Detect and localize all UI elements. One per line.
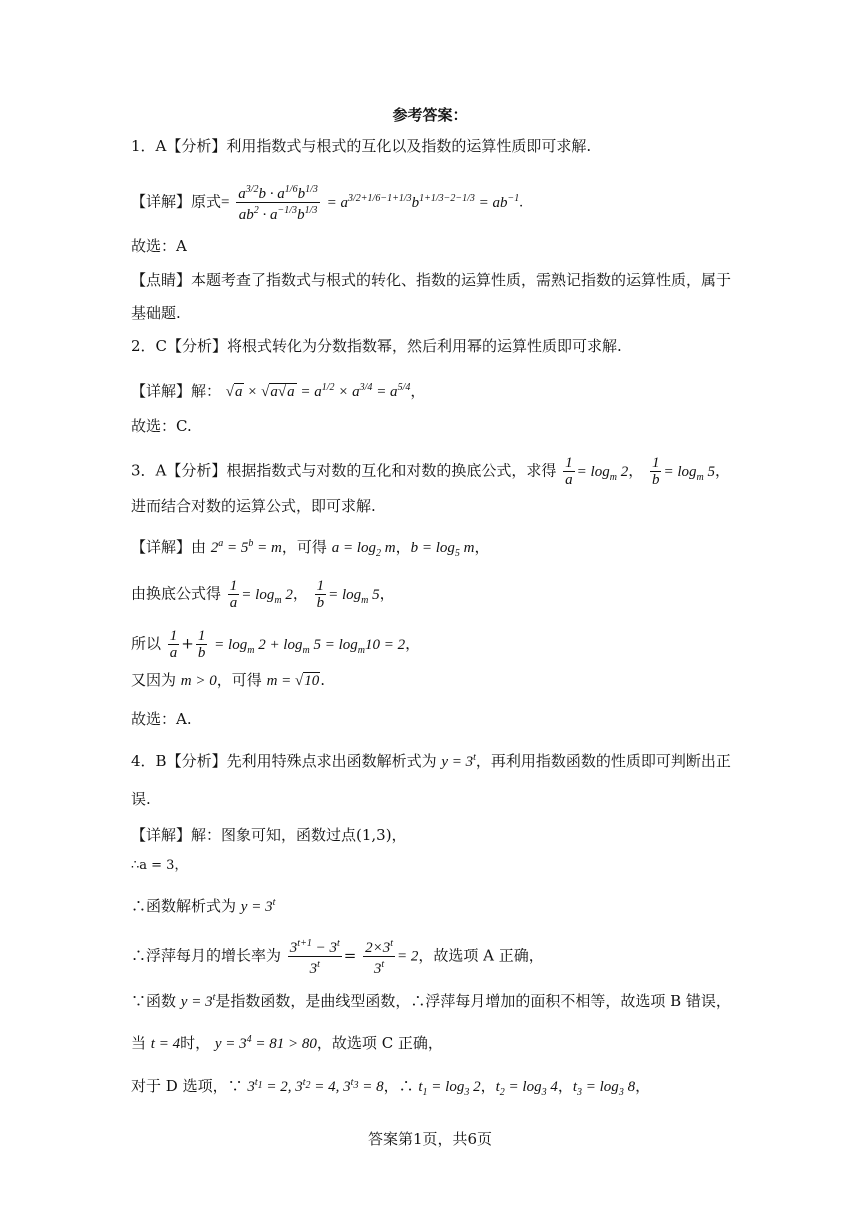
q3-detail-1-text-b: ，可得 xyxy=(281,538,327,556)
q1-detail: 【详解】原式= $\frac{a^{3/2}b \cdot a^{1/6}b^{1/3}}{ab^2 \cdot a^{-1/3}b^{1/3}}$ = $a^{3/2+1/6-1+1/3}b^{1+1/3-2-1/3} = ab^{-1}$. xyxy=(131,184,524,223)
q4-detail-5: ∵函数 $y = 3^t$是指数函数，是曲线型函数，∴浮萍每月增加的面积不相等，故选项 B 错误， xyxy=(131,992,731,1010)
q2-analysis: 2．C【分析】将根式转化为分数指数幂，然后利用幂的运算性质即可求解. xyxy=(131,337,622,355)
q1-analysis: 1．A【分析】利用指数式与根式的互化以及指数的运算性质即可求解. xyxy=(131,137,592,155)
q4-detail-4-text-a: ∴浮萍每月的增长率为 xyxy=(131,946,282,965)
q4-analysis-text-b: ，再利用指数函数的性质即可判断出正 xyxy=(475,752,731,770)
q3-detail-1: 【详解】由 $2^a = 5^b = m$，可得 $a = \log_2 m$，$b = \log_5 m$， xyxy=(131,538,490,559)
q3-detail-3-text: 所以 xyxy=(131,634,162,653)
q3-detail-2-text: 由换底公式得 xyxy=(131,584,222,603)
q4-detail-1: 【详解】解：图象可知，函数过点(1,3)， xyxy=(131,826,407,844)
q3-choice: 故选：A. xyxy=(131,710,192,728)
q4-detail-3-text: ∴函数解析式为 xyxy=(131,897,237,915)
page-footer: 答案第1页，共6页 xyxy=(367,1130,493,1148)
q3-detail-4: 又因为 m > 0，可得 m = √10. xyxy=(131,671,326,689)
q4-analysis-2: 误. xyxy=(131,790,151,808)
q4-detail-5-text-a: ∵函数 xyxy=(131,992,177,1010)
q4-analysis-text-a: 4．B【分析】先利用特殊点求出函数解析式为 xyxy=(131,752,437,770)
q2-detail: 【详解】解： $√a \times √a√a = a^{1/2} \times a^{3/4} = a^{5/4}$， xyxy=(131,382,426,400)
q4-detail-4-text-b: ，故选项 A 正确， xyxy=(418,946,544,965)
q3-detail-2: 由换底公式得 $\frac{1}{a}$ = $\log_m 2$， $\frac{1}{b}$ = $\log_m 5$， xyxy=(131,578,395,611)
q4-detail-4: ∴浮萍每月的增长率为 $\frac{3^{t+1} - 3^t}{3^t}$ = $\frac{2\times 3^t}{3^t}$ = 2，故选项 A 正确， xyxy=(131,938,544,977)
q4-analysis-1: 4．B【分析】先利用特殊点求出函数解析式为 $y = 3^t$，再利用指数函数的性质即可判断出正 xyxy=(131,752,731,770)
q4-detail-6-text-c: ，故选项 C 正确， xyxy=(316,1034,443,1052)
q1-comment-1: 【点睛】本题考查了指数式与根式的转化、指数的运算性质，需熟记指数的运算性质，属于 xyxy=(131,271,732,289)
q4-detail-6-text-b: 时， xyxy=(180,1034,211,1052)
q1-choice: 故选：A xyxy=(131,237,187,255)
q4-detail-6: 当 t = 4时， $y = 3^4 = 81 > 80$，故选项 C 正确， xyxy=(131,1034,443,1052)
q2-choice: 故选：C. xyxy=(131,417,192,435)
q1-detail-label: 【详解】原式 xyxy=(131,192,222,211)
q3-analysis-2: 进而结合对数的运算公式，即可求解. xyxy=(131,497,376,515)
q3-detail-4-text: 又因为 xyxy=(131,671,177,689)
q4-detail-7-text-b: ，∴ xyxy=(383,1077,414,1095)
q4-detail-6-text-a: 当 xyxy=(131,1034,147,1052)
q4-detail-2: ∴a = 3， xyxy=(131,858,188,873)
q4-detail-7-text-a: 对于 D 选项，∵ xyxy=(131,1077,243,1095)
q3-analysis: 3．A【分析】根据指数式与对数的互化和对数的换底公式，求得 $\frac{1}{a}$ = $\log_m 2$， $\frac{1}{b}$ = $\log_m 5$， xyxy=(131,455,731,488)
q4-detail-5-text-b: 是指数函数，是曲线型函数，∴浮萍每月增加的面积不相等，故选项 B 错误， xyxy=(215,992,731,1010)
page-title: 参考答案： xyxy=(392,106,468,124)
q3-detail-3: 所以 $\frac{1}{a}$ + $\frac{1}{b}$ = $\log_m 2 + \log_m 5 = \log_m10 = 2$， xyxy=(131,628,421,661)
q3-detail-1-text: 【详解】由 xyxy=(131,538,207,556)
q4-detail-3: ∴函数解析式为 $y = 3^t$ xyxy=(131,897,276,915)
q1-comment-2: 基础题. xyxy=(131,304,181,322)
q2-detail-label: 【详解】解： xyxy=(131,382,222,400)
q1-fraction: $\frac{a^{3/2}b \cdot a^{1/6}b^{1/3}}{ab^2 \cdot a^{-1/3}b^{1/3}}$ xyxy=(238,184,318,223)
q3-analysis-text: 3．A【分析】根据指数式与对数的互化和对数的换底公式，求得 xyxy=(131,461,557,480)
q4-detail-7: 对于 D 选项，∵ $3^{t_1} = 2$, $3^{t_2} = 4$, $3^{t_3} = 8$，∴ $t_1 = \log_3 2$，$t_2 = \log_3 4$，$t_3 = \log_3 8$， xyxy=(131,1077,651,1098)
q3-detail-4-text-b: ，可得 xyxy=(216,671,262,689)
